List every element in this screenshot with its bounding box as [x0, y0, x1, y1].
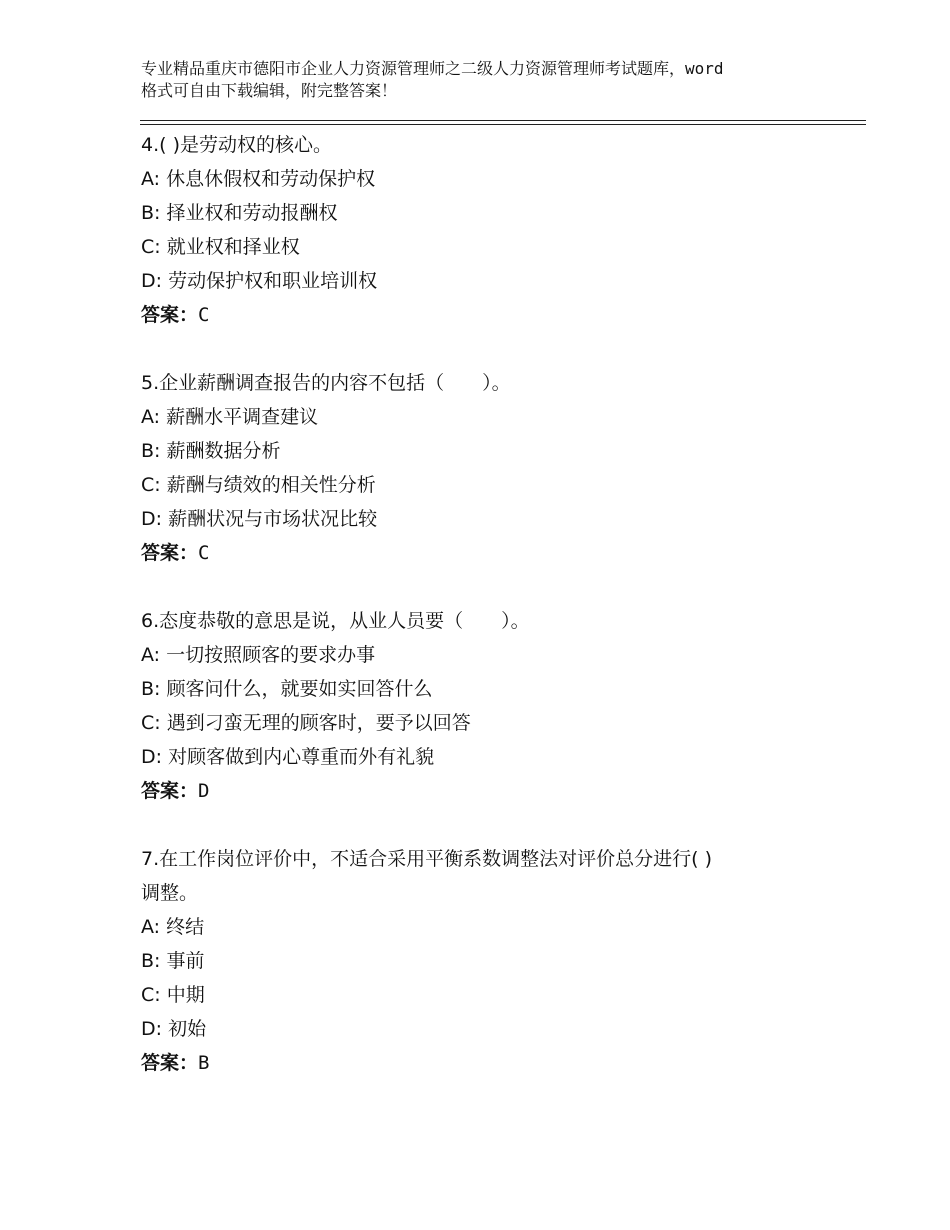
option-a: A: 休息休假权和劳动保护权	[141, 168, 376, 190]
option-a: A: 一切按照顾客的要求办事	[141, 644, 376, 666]
answer-line	[141, 1046, 821, 1080]
question-stem: 5.企业薪酬调查报告的内容不包括（ ）。	[141, 372, 511, 394]
document-header	[141, 58, 841, 102]
question-stem-line-1: 7.在工作岗位评价中，不适合采用平衡系数调整法对评价总分进行( )	[141, 848, 712, 870]
header-line-1: 专业精品重庆市德阳市企业人力资源管理师之二级人力资源管理师考试题库，word	[141, 59, 724, 78]
option-d: D: 劳动保护权和职业培训权	[141, 270, 378, 292]
header-divider-bottom	[140, 124, 866, 125]
answer-value: D	[198, 780, 210, 802]
answer-line	[141, 536, 821, 570]
question-stem: 6.态度恭敬的意思是说，从业人员要（ ）。	[141, 610, 530, 632]
question-4	[141, 128, 821, 332]
answer-value: B	[198, 1052, 210, 1074]
answer-value: C	[198, 542, 210, 564]
answer-line	[141, 774, 821, 808]
option-d: D: 初始	[141, 1018, 207, 1040]
answer-value: C	[198, 304, 210, 326]
option-b: B: 薪酬数据分析	[141, 440, 281, 462]
answer-label: 答案：	[141, 542, 199, 564]
question-stem-line-2: 调整。	[141, 882, 199, 904]
option-a: A: 终结	[141, 916, 205, 938]
option-c: C: 遇到刁蛮无理的顾客时，要予以回答	[141, 712, 471, 734]
answer-line	[141, 298, 821, 332]
answer-label: 答案：	[141, 1052, 199, 1074]
header-divider-top	[140, 120, 866, 121]
option-c: C: 薪酬与绩效的相关性分析	[141, 474, 376, 496]
answer-label: 答案：	[141, 780, 199, 802]
option-b: B: 事前	[141, 950, 205, 972]
option-b: B: 择业权和劳动报酬权	[141, 202, 338, 224]
option-d: D: 薪酬状况与市场状况比较	[141, 508, 378, 530]
header-line-2: 格式可自由下载编辑，附完整答案！	[141, 81, 398, 100]
question-5	[141, 366, 821, 570]
option-b: B: 顾客问什么，就要如实回答什么	[141, 678, 433, 700]
question-stem: 4.( )是劳动权的核心。	[141, 134, 332, 156]
option-d: D: 对顾客做到内心尊重而外有礼貌	[141, 746, 435, 768]
option-c: C: 中期	[141, 984, 205, 1006]
question-6	[141, 604, 821, 808]
answer-label: 答案：	[141, 304, 199, 326]
option-a: A: 薪酬水平调查建议	[141, 406, 319, 428]
question-7	[141, 842, 821, 1080]
option-c: C: 就业权和择业权	[141, 236, 300, 258]
question-list	[141, 128, 821, 1114]
